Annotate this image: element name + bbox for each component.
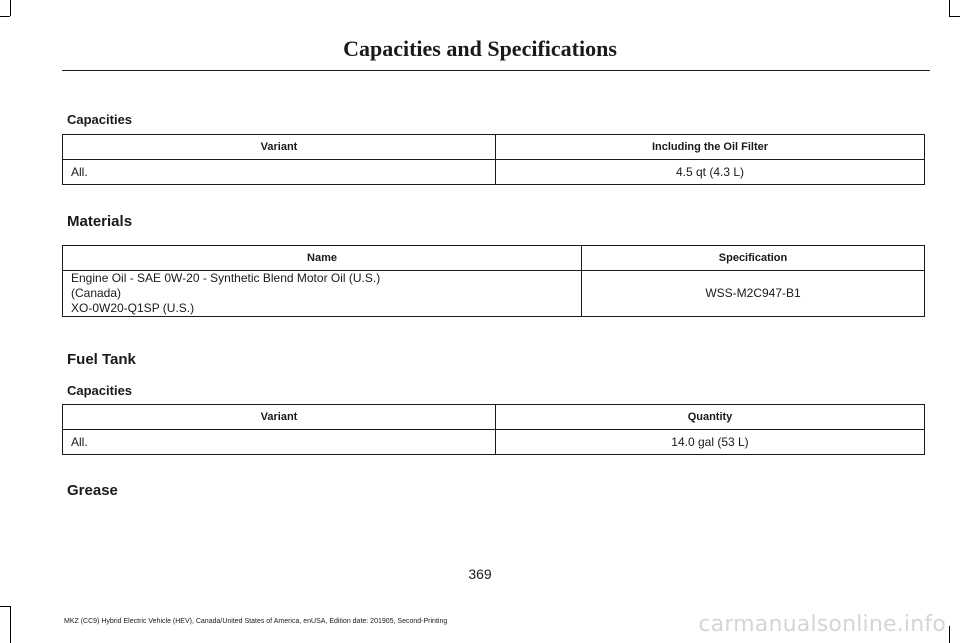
column-header-specification: Specification bbox=[582, 246, 925, 271]
cell-quantity: 14.0 gal (53 L) bbox=[496, 430, 925, 455]
table-header-row bbox=[63, 246, 925, 271]
table-row bbox=[63, 160, 925, 185]
grease-heading: Grease bbox=[67, 482, 118, 499]
table-row bbox=[63, 271, 925, 317]
material-name-line: (Canada) bbox=[71, 286, 122, 300]
crop-mark-top-left-v bbox=[10, 0, 11, 16]
crop-mark-bottom-right-v bbox=[949, 626, 950, 643]
crop-mark-top-right-v bbox=[949, 0, 950, 16]
cell-specification: WSS-M2C947-B1 bbox=[582, 271, 925, 317]
page-number: 369 bbox=[468, 566, 492, 582]
crop-mark-top-right-h bbox=[949, 16, 960, 17]
crop-mark-bottom-left-v bbox=[10, 606, 11, 643]
column-header-quantity: Quantity bbox=[496, 405, 925, 430]
column-header-variant: Variant bbox=[63, 135, 496, 160]
cell-variant: All. bbox=[63, 160, 496, 185]
watermark: carmanualsonline.info bbox=[698, 612, 946, 637]
column-header-name: Name bbox=[63, 246, 582, 271]
table-header-row bbox=[63, 135, 925, 160]
edition-footer: MKZ (CC9) Hybrid Electric Vehicle (HEV), Canada/United States of America, enUSA, Edition date: 201905, Second-Printing bbox=[64, 618, 448, 625]
page-title: Capacities and Specifications bbox=[343, 36, 617, 61]
crop-mark-bottom-left-h bbox=[0, 606, 10, 607]
materials-table bbox=[62, 245, 925, 317]
crop-mark-top-left-h bbox=[0, 16, 10, 17]
oil-capacities-table bbox=[62, 134, 925, 185]
material-name-line: Engine Oil - SAE 0W-20 - Synthetic Blend Motor Oil (U.S.) bbox=[71, 271, 381, 285]
oil-capacities-label: Capacities bbox=[67, 112, 133, 127]
fuel-capacities-table bbox=[62, 404, 925, 455]
material-name-line: XO-0W20-Q1SP (U.S.) bbox=[71, 301, 195, 315]
fuel-tank-heading: Fuel Tank bbox=[67, 351, 136, 368]
column-header-including-oil-filter: Including the Oil Filter bbox=[496, 135, 925, 160]
table-header-row bbox=[63, 405, 925, 430]
materials-heading: Materials bbox=[67, 213, 133, 230]
cell-material-name bbox=[63, 271, 582, 317]
header-divider bbox=[62, 70, 930, 71]
fuel-capacities-label: Capacities bbox=[67, 383, 133, 398]
cell-variant: All. bbox=[63, 430, 496, 455]
table-row bbox=[63, 430, 925, 455]
column-header-variant: Variant bbox=[63, 405, 496, 430]
cell-capacity: 4.5 qt (4.3 L) bbox=[496, 160, 925, 185]
